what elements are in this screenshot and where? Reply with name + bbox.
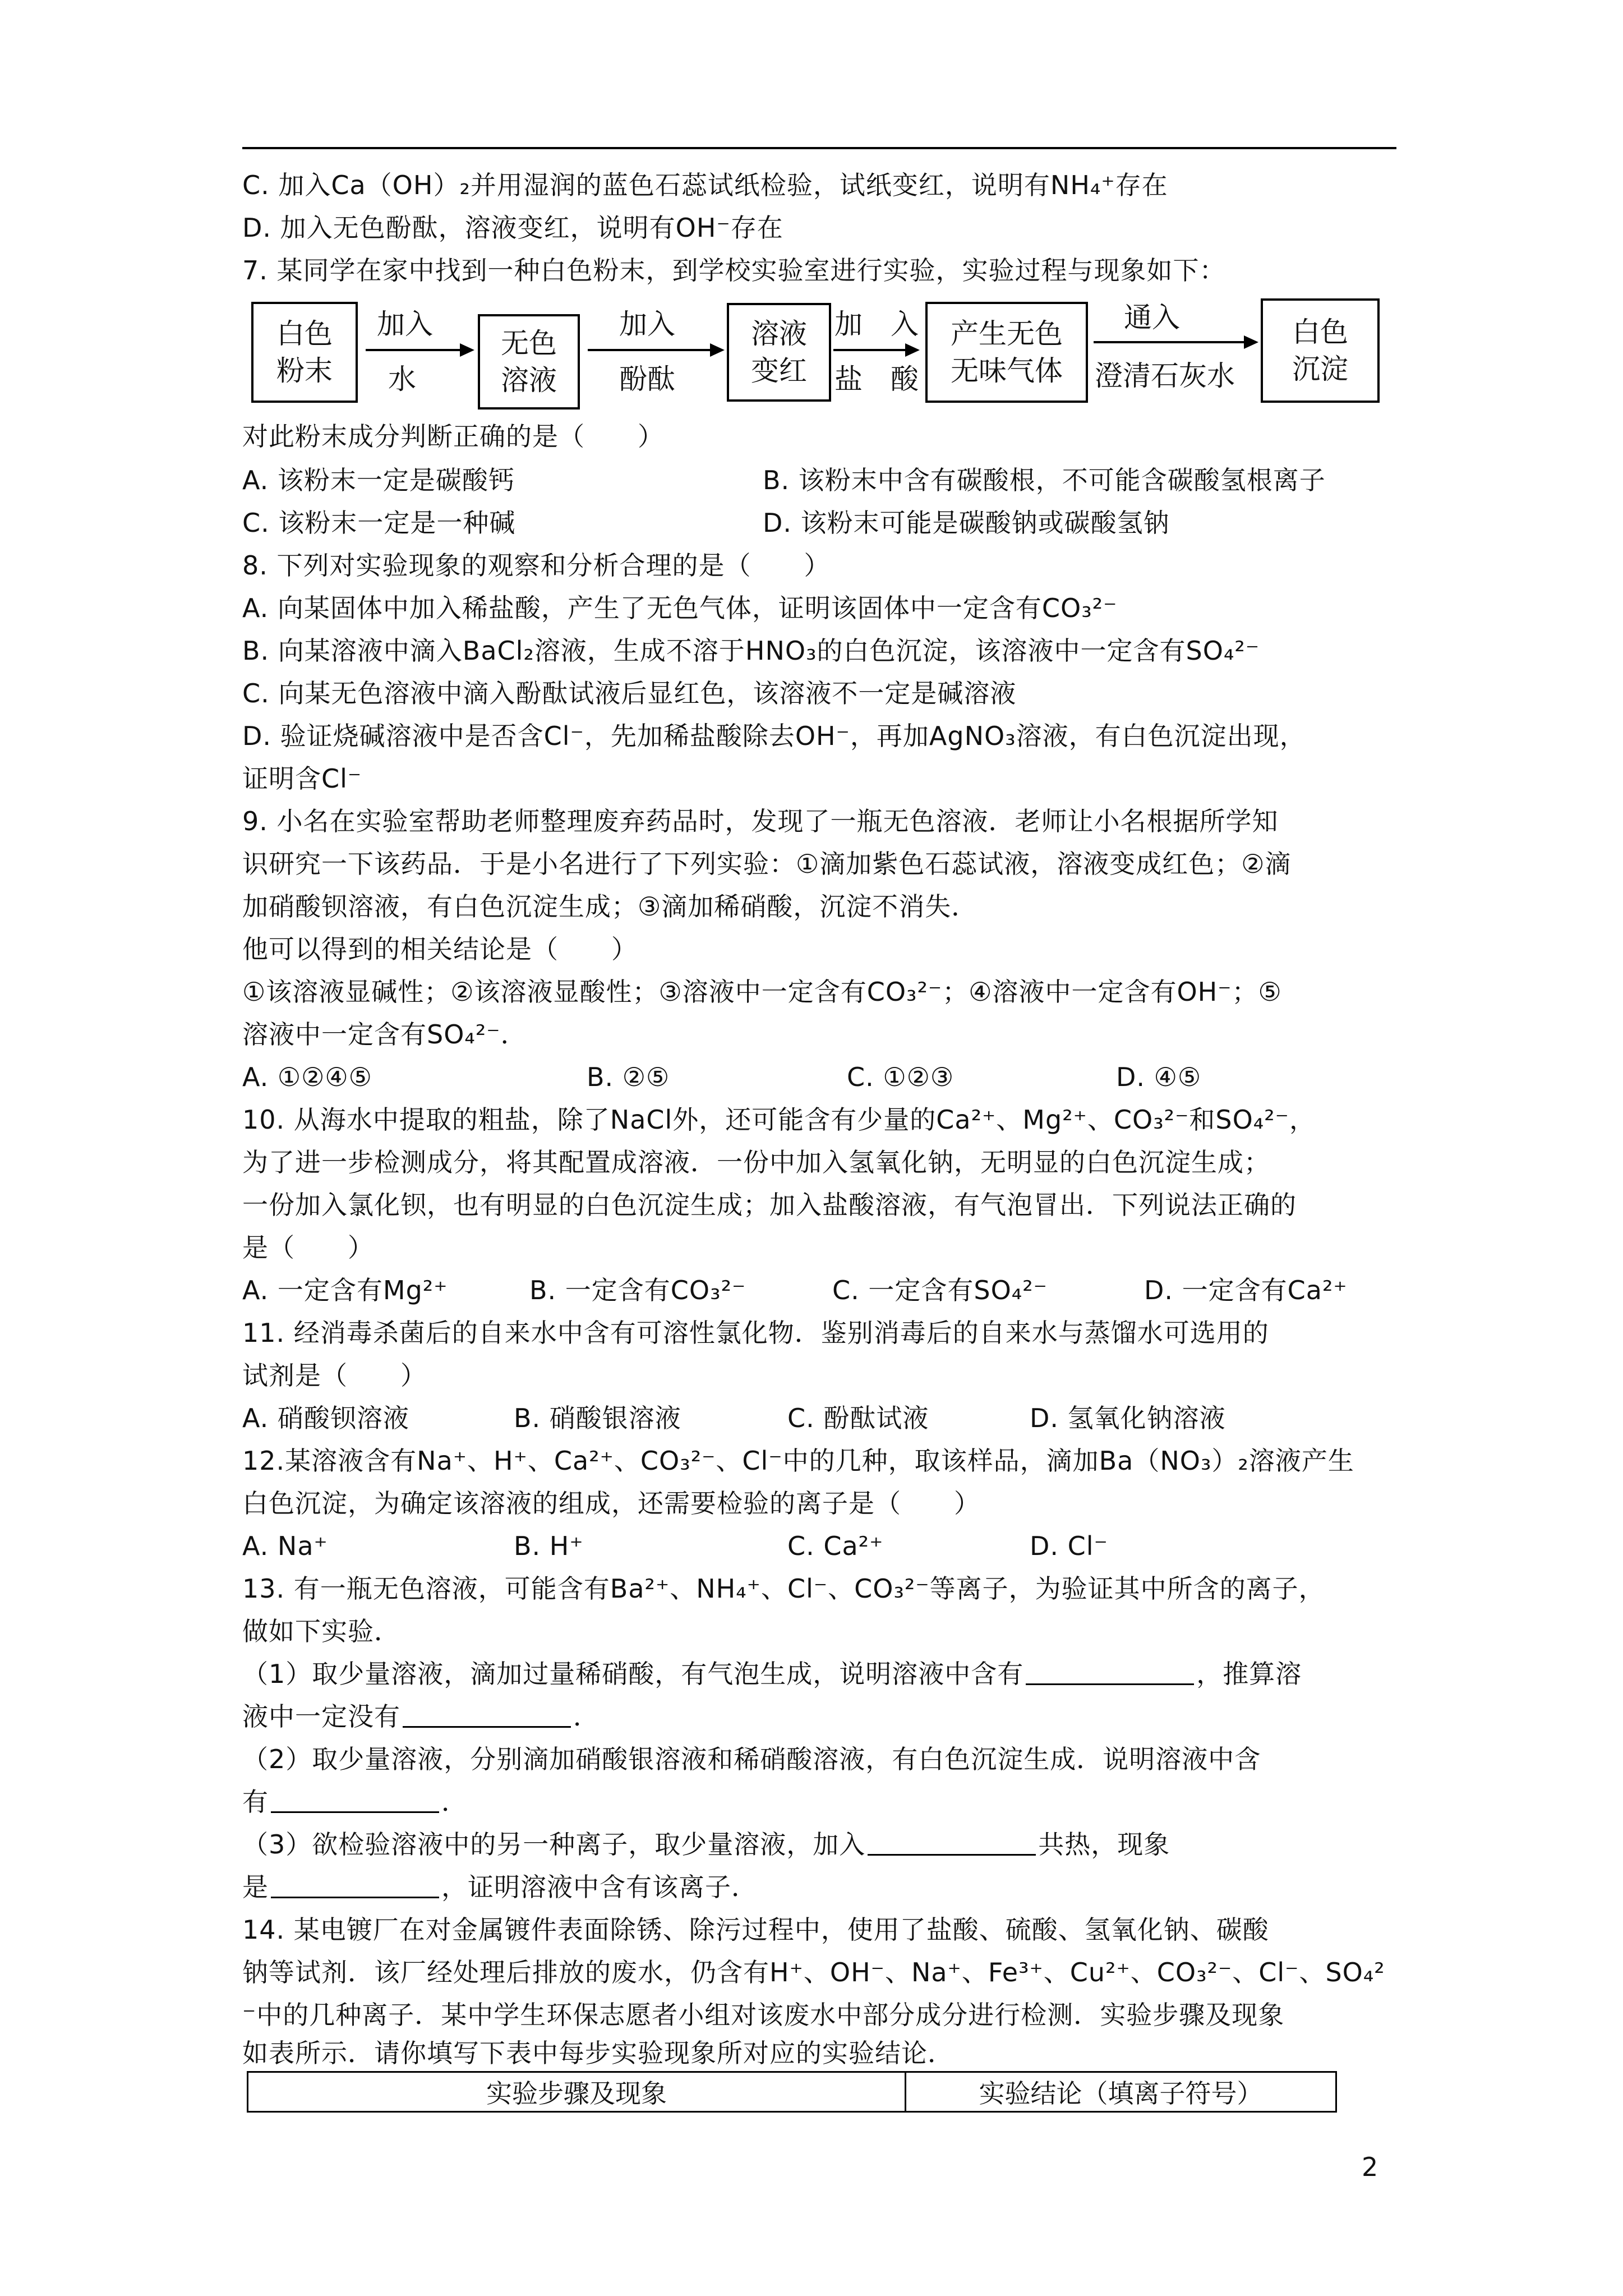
flow-arrow bbox=[366, 349, 472, 351]
q13-part1 bbox=[242, 1656, 1302, 1692]
q12-option-b: B. H⁺ bbox=[514, 1531, 584, 1561]
table-header-steps: 实验步骤及现象 bbox=[248, 2073, 906, 2111]
q7-option-a: A. 该粉末一定是碳酸钙 bbox=[242, 465, 515, 495]
q14-stem-3: ⁻中的几种离子．某中学生环保志愿者小组对该废水中部分成分进行检测．实验步骤及现象 bbox=[242, 2000, 1285, 2030]
q13-part3-tail: 共热，现象 bbox=[1038, 1829, 1170, 1860]
flow-label: 澄清石灰水 bbox=[1095, 360, 1235, 392]
q10-option-d: D. 一定含有Ca²⁺ bbox=[1144, 1275, 1348, 1305]
q14-results-table bbox=[247, 2071, 1337, 2113]
q9-option-c: C. ①②③ bbox=[847, 1062, 955, 1092]
flow-label: 加 入 bbox=[834, 308, 919, 341]
flow-label: 加入 bbox=[619, 308, 675, 341]
q10-stem-3: 一份加入氯化钡，也有明显的白色沉淀生成；加入盐酸溶液，有气泡冒出．下列说法正确的 bbox=[242, 1190, 1297, 1220]
q10-stem-1: 10. 从海水中提取的粗盐，除了NaCl外，还可能含有少量的Ca²⁺、Mg²⁺、CO₃²⁻和SO₄²⁻， bbox=[242, 1105, 1316, 1135]
q9-stem-6: 溶液中一定含有SO₄²⁻． bbox=[242, 1019, 527, 1050]
q9-option-d: D. ④⑤ bbox=[1116, 1062, 1202, 1092]
q14-stem-2: 钠等试剂．该厂经处理后排放的废水，仍含有H⁺、OH⁻、Na⁺、Fe³⁺、Cu²⁺、CO₃²⁻、Cl⁻、SO₄² bbox=[242, 1957, 1385, 1987]
answer-blank[interactable] bbox=[271, 1874, 439, 1898]
q13-part1-cont bbox=[242, 1699, 600, 1734]
flow-arrow bbox=[1094, 341, 1256, 343]
q9-stem-4: 他可以得到的相关结论是（ ） bbox=[242, 934, 638, 964]
q13-part1-cont-tail: ． bbox=[573, 1701, 600, 1732]
q11-stem-2: 试剂是（ ） bbox=[242, 1360, 427, 1391]
q9-stem-3: 加硝酸钡溶液，有白色沉淀生成；③滴加稀硝酸，沉淀不消失． bbox=[242, 891, 978, 922]
flow-label: 水 bbox=[388, 363, 416, 395]
q13-part1-tail: ，推算溶 bbox=[1196, 1659, 1302, 1689]
q13-part3-text: （3）欲检验溶液中的另一种离子，取少量溶液，加入 bbox=[242, 1829, 866, 1860]
q12-option-a: A. Na⁺ bbox=[242, 1531, 328, 1561]
q12-stem-2: 白色沉淀，为确定该溶液的组成，还需要检验的离子是（ ） bbox=[242, 1488, 980, 1519]
q7-option-d: D. 该粉末可能是碳酸钠或碳酸氢钠 bbox=[763, 508, 1170, 538]
flow-box-colorless-solution: 无色 溶液 bbox=[478, 314, 580, 409]
q10-stem-2: 为了进一步检测成分，将其配置成溶液．一份中加入氢氧化钠，无明显的白色沉淀生成； bbox=[242, 1147, 1270, 1177]
page-number: 2 bbox=[1362, 2152, 1378, 2182]
q10-option-b: B. 一定含有CO₃²⁻ bbox=[529, 1275, 746, 1305]
flow-arrow bbox=[588, 349, 722, 351]
q10-option-c: C. 一定含有SO₄²⁻ bbox=[832, 1275, 1048, 1305]
q13-part2-cont bbox=[242, 1784, 468, 1820]
flow-box-white-powder: 白色 粉末 bbox=[251, 302, 358, 403]
q12-stem-1: 12.某溶液含有Na⁺、H⁺、Ca²⁺、CO₃²⁻、Cl⁻中的几种，取该样品，滴加Ba（NO₃）₂溶液产生 bbox=[242, 1446, 1354, 1476]
q8-stem: 8. 下列对实验现象的观察和分析合理的是（ ） bbox=[242, 550, 831, 581]
q6-option-d: D. 加入无色酚酞，溶液变红，说明有OH⁻存在 bbox=[242, 213, 783, 243]
flow-box-solution-red: 溶液 变红 bbox=[727, 303, 831, 402]
q8-option-c: C. 向某无色溶液中滴入酚酞试液后显红色，该溶液不一定是碱溶液 bbox=[242, 678, 1017, 708]
q13-part2: （2）取少量溶液，分别滴加硝酸银溶液和稀硝酸溶液，有白色沉淀生成．说明溶液中含 bbox=[242, 1744, 1261, 1774]
header-rule bbox=[242, 147, 1396, 149]
q11-option-b: B. 硝酸银溶液 bbox=[514, 1403, 681, 1433]
q11-stem-1: 11. 经消毒杀菌后的自来水中含有可溶性氯化物．鉴别消毒后的自来水与蒸馏水可选用的 bbox=[242, 1318, 1269, 1348]
q9-stem-1: 9. 小名在实验室帮助老师整理废弃药品时，发现了一瓶无色溶液．老师让小名根据所学知 bbox=[242, 806, 1279, 836]
q12-option-d: D. Cl⁻ bbox=[1030, 1531, 1108, 1561]
q7-option-b: B. 该粉末中含有碳酸根，不可能含碳酸氢根离子 bbox=[763, 465, 1326, 495]
q9-option-a: A. ①②④⑤ bbox=[242, 1062, 372, 1092]
q8-option-d-cont: 证明含Cl⁻ bbox=[242, 763, 362, 794]
q13-part1-text: （1）取少量溶液，滴加过量稀硝酸，有气泡生成，说明溶液中含有 bbox=[242, 1659, 1024, 1689]
q11-option-c: C. 酚酞试液 bbox=[787, 1403, 929, 1433]
q14-stem-4: 如表所示．请你填写下表中每步实验现象所对应的实验结论． bbox=[242, 2038, 954, 2068]
q13-part3-cont-text: 是 bbox=[242, 1872, 269, 1902]
q12-option-c: C. Ca²⁺ bbox=[787, 1531, 884, 1561]
q13-part3 bbox=[242, 1826, 1170, 1862]
q9-option-b: B. ②⑤ bbox=[587, 1062, 670, 1092]
flow-box-colorless-gas: 产生无色 无味气体 bbox=[925, 302, 1088, 403]
q13-part3-cont bbox=[242, 1869, 758, 1905]
table-header-conclusion: 实验结论（填离子符号） bbox=[979, 2078, 1263, 2109]
flow-label: 加入 bbox=[377, 308, 433, 341]
q7-stem: 7. 某同学在家中找到一种白色粉末，到学校实验室进行实验，实验过程与现象如下： bbox=[242, 255, 1226, 286]
q7-question: 对此粉末成分判断正确的是（ ） bbox=[242, 421, 664, 452]
flow-box-white-precipitate: 白色 沉淀 bbox=[1261, 298, 1380, 403]
flow-label: 酚酞 bbox=[619, 363, 675, 395]
q13-part1-cont-text: 液中一定没有 bbox=[242, 1701, 400, 1732]
flow-label: 盐 酸 bbox=[834, 363, 919, 395]
q7-option-c: C. 该粉末一定是一种碱 bbox=[242, 508, 516, 538]
q13-stem-2: 做如下实验． bbox=[242, 1616, 400, 1646]
q10-option-a: A. 一定含有Mg²⁺ bbox=[242, 1275, 448, 1305]
q10-stem-4: 是（ ） bbox=[242, 1232, 374, 1263]
q8-option-a: A. 向某固体中加入稀盐酸，产生了无色气体，证明该固体中一定含有CO₃²⁻ bbox=[242, 593, 1118, 623]
flow-arrow bbox=[833, 349, 917, 351]
q13-part3-cont-tail: ，证明溶液中含有该离子． bbox=[441, 1872, 758, 1902]
answer-blank[interactable] bbox=[1026, 1661, 1194, 1685]
q13-part2-cont-tail: ． bbox=[441, 1787, 468, 1817]
q13-stem-1: 13. 有一瓶无色溶液，可能含有Ba²⁺、NH₄⁺、Cl⁻、CO₃²⁻等离子，为验证其中所含的离子， bbox=[242, 1573, 1325, 1604]
q9-stem-2: 识研究一下该药品．于是小名进行了下列实验：①滴加紫色石蕊试液，溶液变成红色；②滴 bbox=[242, 849, 1292, 879]
answer-blank[interactable] bbox=[403, 1704, 571, 1728]
q11-option-a: A. 硝酸钡溶液 bbox=[242, 1403, 409, 1433]
q13-part2-cont-text: 有 bbox=[242, 1787, 269, 1817]
answer-blank[interactable] bbox=[868, 1832, 1036, 1856]
answer-blank[interactable] bbox=[271, 1789, 439, 1813]
q8-option-d: D. 验证烧碱溶液中是否含Cl⁻，先加稀盐酸除去OH⁻，再加AgNO₃溶液，有白色沉淀出现， bbox=[242, 721, 1306, 751]
q14-stem-1: 14. 某电镀厂在对金属镀件表面除锈、除污过程中，使用了盐酸、硫酸、氢氧化钠、碳酸 bbox=[242, 1915, 1269, 1945]
q11-option-d: D. 氢氧化钠溶液 bbox=[1030, 1403, 1226, 1433]
flow-label: 通入 bbox=[1124, 301, 1180, 334]
q9-stem-5: ①该溶液显碱性；②该溶液显酸性；③溶液中一定含有CO₃²⁻；④溶液中一定含有OH⁻；⑤ bbox=[242, 977, 1282, 1007]
q6-option-c: C. 加入Ca（OH）₂并用湿润的蓝色石蕊试纸检验，试纸变红，说明有NH₄⁺存在 bbox=[242, 170, 1168, 200]
q8-option-b: B. 向某溶液中滴入BaCl₂溶液，生成不溶于HNO₃的白色沉淀，该溶液中一定含有SO₄²⁻ bbox=[242, 636, 1260, 666]
